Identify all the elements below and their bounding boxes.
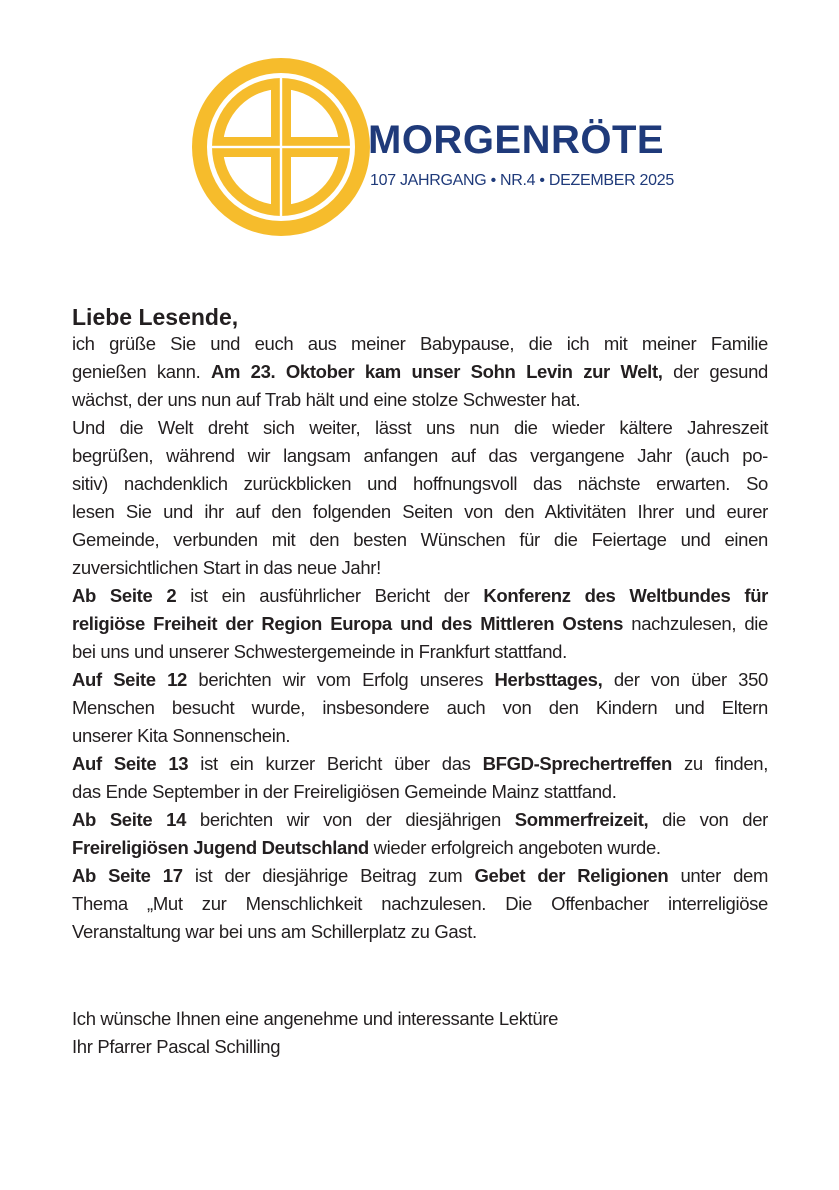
text-line — [72, 526, 768, 554]
bold-text: Auf Seite 13 — [72, 753, 189, 774]
text: ist ein ausführlicher Bericht der — [176, 585, 484, 606]
text: wächst, der uns nun auf Trab hält und eine stolze Schwester hat. — [72, 389, 581, 410]
signature: Ihr Pfarrer Pascal Schilling — [72, 1036, 281, 1057]
text-line — [72, 330, 768, 358]
paragraph — [72, 666, 768, 750]
text: Thema „Mut zur Menschlichkeit nachzulesen. Die Offenbacher interreligiöse — [72, 893, 768, 914]
text: bei uns und unserer Schwestergemeinde in Frankfurt stattfand. — [72, 641, 567, 662]
text-line — [72, 722, 768, 750]
text: zuversichtlichen Start in das neue Jahr! — [72, 557, 381, 578]
bold-text: Konferenz des Weltbundes für — [483, 585, 768, 606]
text-line — [72, 554, 768, 582]
paragraph — [72, 414, 768, 582]
bold-text: Ab Seite 2 — [72, 585, 177, 606]
bold-text: BFGD-Sprechertreffen — [482, 753, 672, 774]
paragraph — [72, 806, 768, 862]
text-line — [72, 666, 768, 694]
text: Menschen besucht wurde, insbesondere auch von den Kindern und Eltern — [72, 697, 768, 718]
text-line — [72, 610, 768, 638]
letter-body — [72, 330, 768, 946]
text: berichten wir von der diesjährigen — [186, 809, 515, 830]
text-line — [72, 442, 768, 470]
paragraph — [72, 862, 768, 946]
text-line — [72, 694, 768, 722]
text-line — [72, 778, 768, 806]
closing — [72, 1005, 558, 1061]
text: unter dem — [668, 865, 769, 886]
text: Und die Welt dreht sich weiter, lässt uns nun die wieder kältere Jahreszeit — [72, 417, 768, 438]
bold-text: Gebet der Religionen — [474, 865, 669, 886]
text-line — [72, 386, 768, 414]
text: die von der — [648, 809, 768, 830]
text-line — [72, 918, 768, 946]
text: Veranstaltung war bei uns am Schillerplatz zu Gast. — [72, 921, 477, 942]
text-line — [72, 498, 768, 526]
text-line — [72, 890, 768, 918]
sun-cross-circle-icon — [191, 57, 371, 237]
greeting: Liebe Lesende, — [72, 304, 239, 330]
publication-title: MORGENRÖTE — [368, 118, 665, 162]
text: ist der diesjährige Beitrag zum — [182, 865, 475, 886]
paragraph — [72, 330, 768, 414]
text: genießen kann. — [72, 361, 211, 382]
closing-line: Ich wünsche Ihnen eine angenehme und interessante Lektüre — [72, 1008, 559, 1029]
text-line — [72, 806, 768, 834]
text-line — [72, 862, 768, 890]
text: der von über 350 — [602, 669, 768, 690]
bold-text: Am 23. Oktober kam unser Sohn Levin zur Welt, — [210, 361, 663, 382]
issue-info: 107 JAHRGANG • NR.4 • DEZEMBER 2025 — [370, 172, 674, 189]
text-line — [72, 834, 768, 862]
text-line — [72, 414, 768, 442]
text-line — [72, 750, 768, 778]
bold-text: Sommerfreizeit, — [514, 809, 649, 830]
bold-text: Freireligiösen Jugend Deutschland — [72, 837, 369, 858]
text-line — [72, 470, 768, 498]
text: Gemeinde, verbunden mit den besten Wünschen für die Feiertage und einen — [72, 529, 768, 550]
paragraph — [72, 750, 768, 806]
text: berichten wir vom Erfolg unseres — [186, 669, 495, 690]
bold-text: Auf Seite 12 — [72, 669, 187, 690]
text: sitiv) nachdenklich zurückblicken und hoffnungsvoll das nächste erwarten. So — [72, 473, 768, 494]
text: ist ein kurzer Bericht über das — [188, 753, 483, 774]
bold-text: religiöse Freiheit der Region Europa und des Mittleren Ostens — [72, 613, 624, 634]
text: nachzulesen, die — [623, 613, 768, 634]
text: ich grüße Sie und euch aus meiner Babypause, die ich mit meiner Familie — [72, 333, 768, 354]
text-line — [72, 358, 768, 386]
paragraph — [72, 582, 768, 666]
text: wieder erfolgreich angeboten wurde. — [368, 837, 661, 858]
bold-text: Herbsttages, — [494, 669, 603, 690]
bold-text: Ab Seite 14 — [72, 809, 187, 830]
text: das Ende September in der Freireligiösen Gemeinde Mainz stattfand. — [72, 781, 617, 802]
text-line — [72, 638, 768, 666]
text: zu finden, — [671, 753, 769, 774]
text: der gesund — [662, 361, 768, 382]
text: lesen Sie und ihr auf den folgenden Seiten von den Aktivitäten Ihrer und eurer — [72, 501, 768, 522]
text: begrüßen, während wir langsam anfangen auf das vergangene Jahr (auch po- — [72, 445, 768, 466]
text-line — [72, 582, 768, 610]
text: unserer Kita Sonnenschein. — [72, 725, 291, 746]
bold-text: Ab Seite 17 — [72, 865, 183, 886]
